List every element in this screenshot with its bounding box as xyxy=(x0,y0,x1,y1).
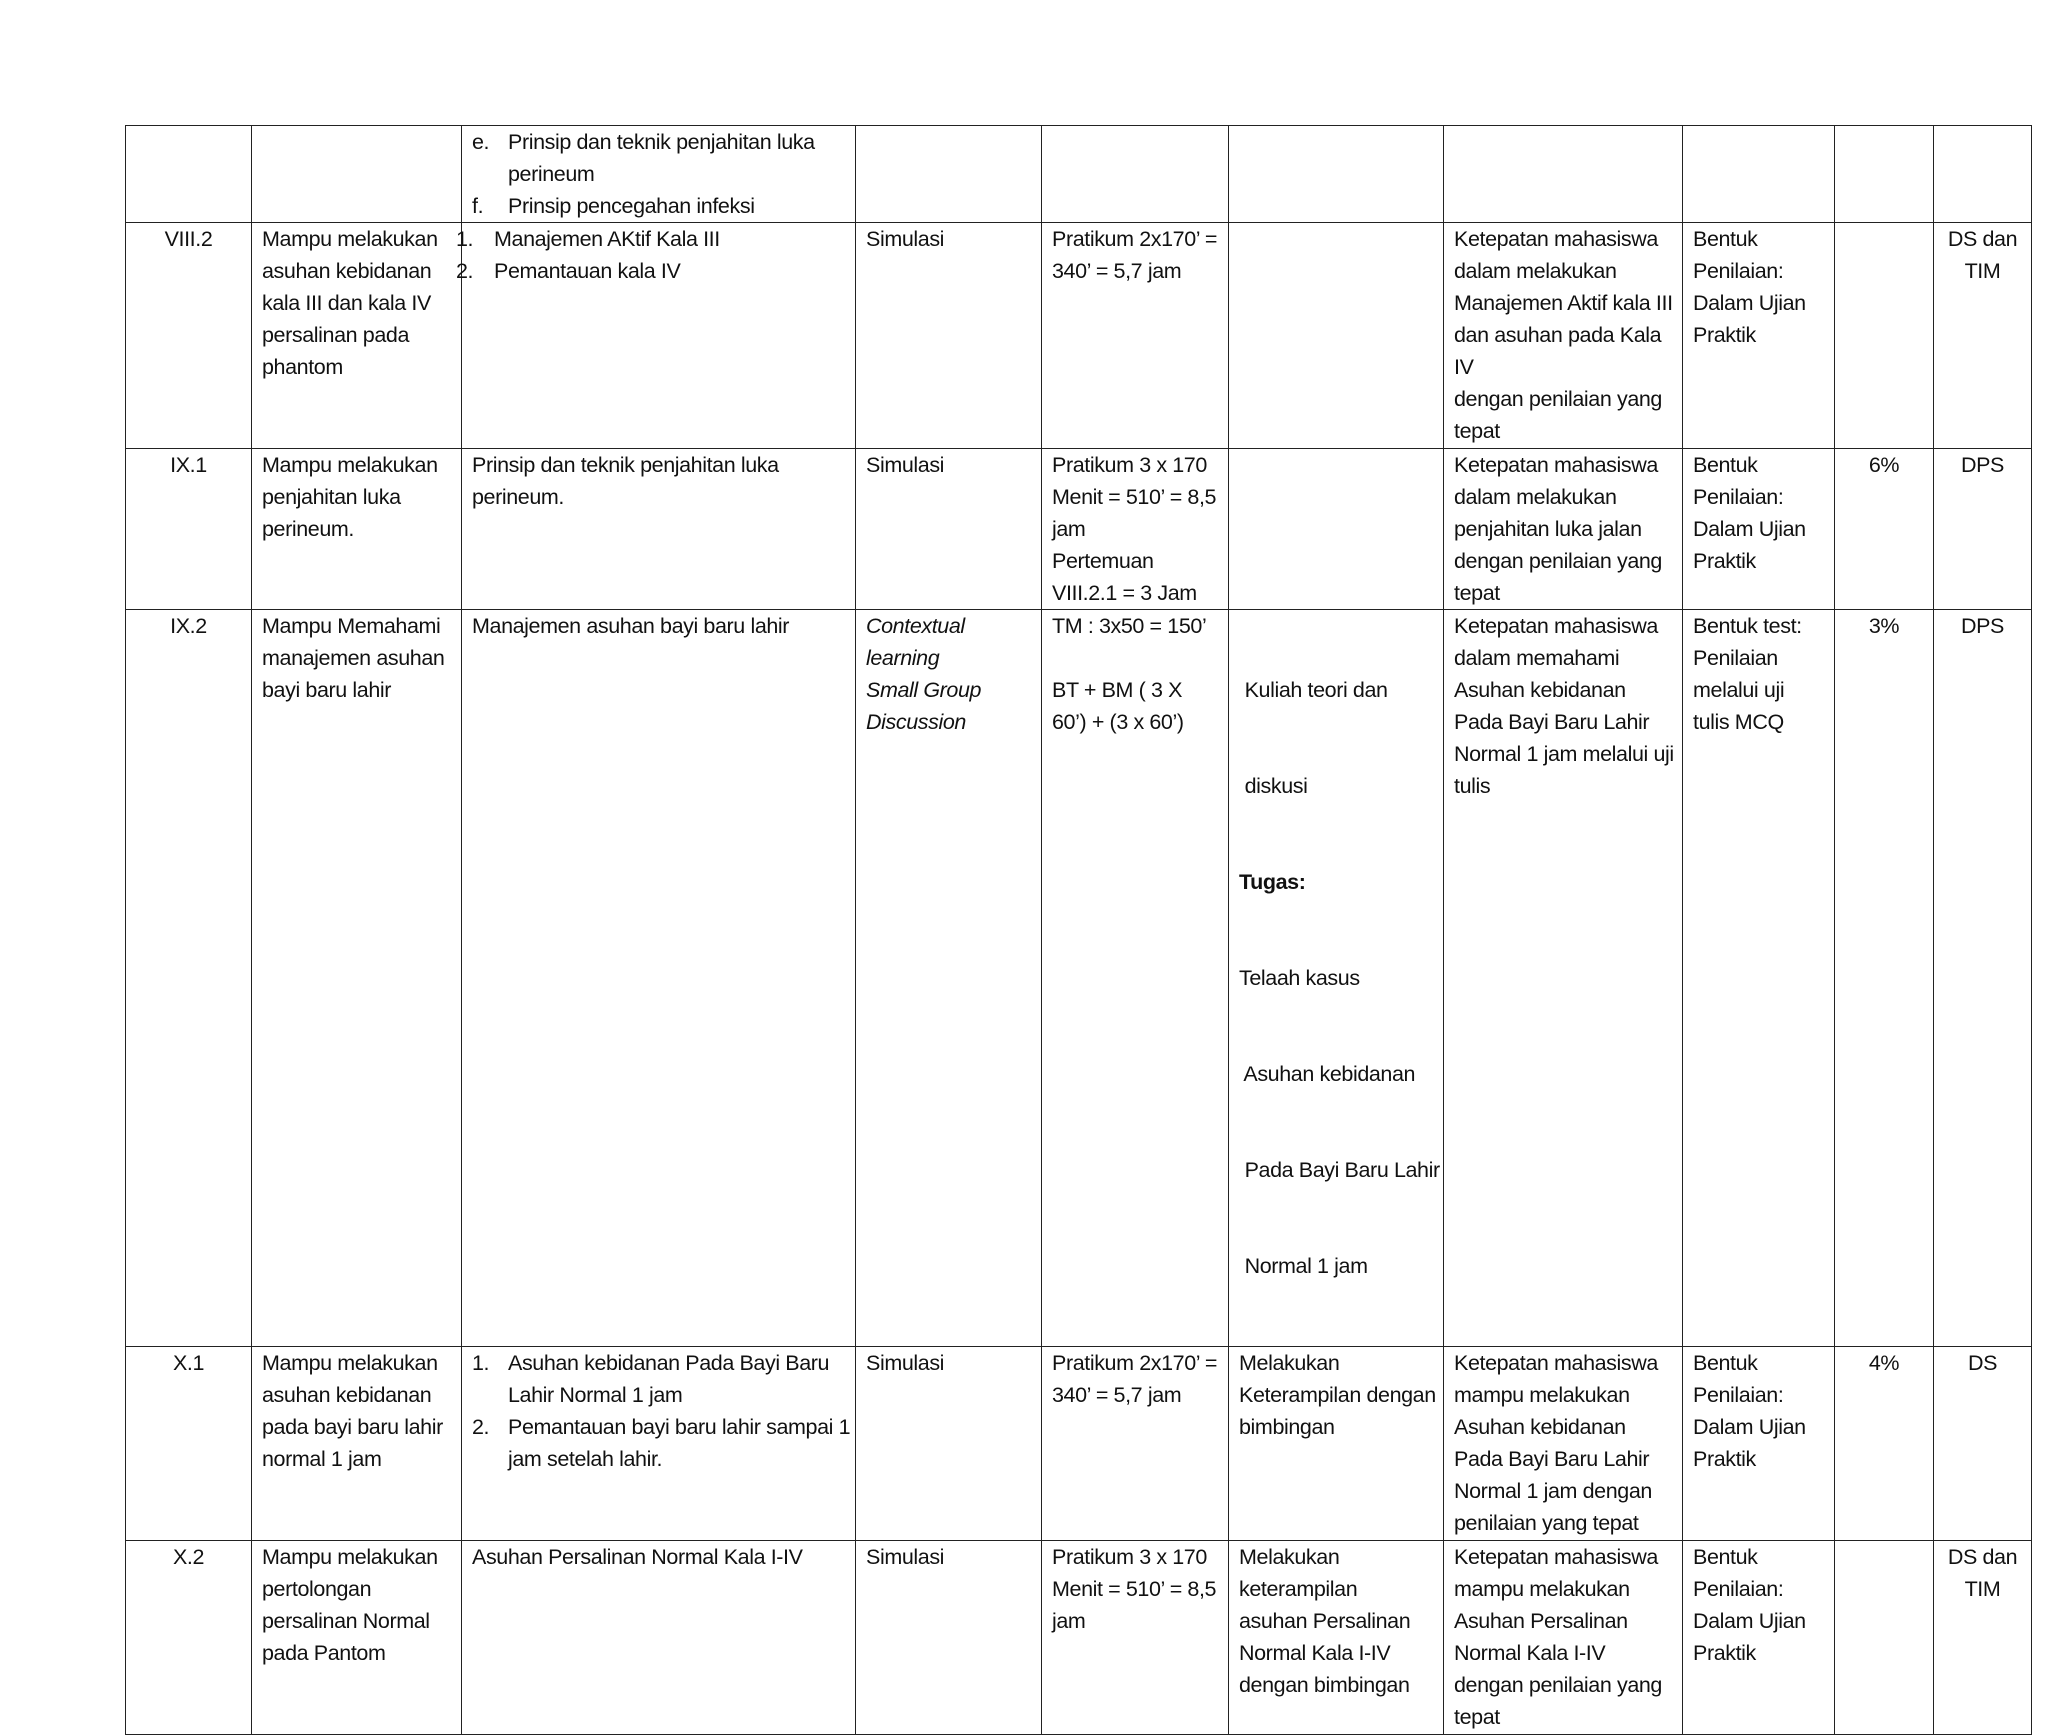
waktu-cell: Pratikum 2x170’ = 340’ = 5,7 jam xyxy=(1042,223,1229,449)
code-cell xyxy=(126,126,252,223)
kriteria-cell: Ketepatan mahasiswa mampu melakukan Asuhan kebidanan Pada Bayi Baru Lahir Normal 1 jam dengan penilaian yang tepat xyxy=(1444,1347,1683,1541)
materi-list xyxy=(472,126,845,222)
materi-cell xyxy=(462,1347,856,1541)
dosen-cell: DS dan TIM xyxy=(1934,1541,2032,1735)
waktu-cell: Pratikum 3 x 170 Menit = 510’ = 8,5 jam Pertemuan VIII.2.1 = 3 Jam xyxy=(1042,449,1229,610)
bobot-cell: 4% xyxy=(1835,1347,1934,1541)
list-item: 2. Pemantauan kala IV xyxy=(456,259,681,283)
waktu-cell: TM : 3x50 = 150’ BT + BM ( 3 X 60’) + (3 x 60’) xyxy=(1042,610,1229,1347)
materi-cell: Manajemen asuhan bayi baru lahir xyxy=(462,610,856,1347)
table-row xyxy=(126,1541,2032,1735)
pengalaman-cell xyxy=(1229,126,1444,223)
kemampuan-cell: Mampu Memahami manajemen asuhan bayi baru lahir xyxy=(252,610,462,1347)
metode-cell: Simulasi xyxy=(856,223,1042,449)
code-cell: X.2 xyxy=(126,1541,252,1735)
list-item: 1. Asuhan kebidanan Pada Bayi Baru Lahir Normal 1 jam xyxy=(472,1351,830,1407)
course-plan-table xyxy=(125,125,2032,1735)
dosen-cell xyxy=(1934,126,2032,223)
pengalaman-cell xyxy=(1229,223,1444,449)
kriteria-cell: Ketepatan mahasiswa dalam melakukan Manajemen Aktif kala III dan asuhan pada Kala IV dengan penilaian yang tepat xyxy=(1444,223,1683,449)
kemampuan-cell: Mampu melakukan asuhan kebidanan kala III dan kala IV persalinan pada phantom xyxy=(252,223,462,449)
kemampuan-cell: Mampu melakukan pertolongan persalinan Normal pada Pantom xyxy=(252,1541,462,1735)
bentuk-cell: Bentuk Penilaian: Dalam Ujian Praktik xyxy=(1683,1347,1835,1541)
bobot-cell xyxy=(1835,1541,1934,1735)
code-cell: VIII.2 xyxy=(126,223,252,449)
metode-cell: Simulasi xyxy=(856,449,1042,610)
kriteria-cell: Ketepatan mahasiswa dalam memahami Asuhan kebidanan Pada Bayi Baru Lahir Normal 1 jam melalui uji tulis xyxy=(1444,610,1683,1347)
dosen-cell: DS dan TIM xyxy=(1934,223,2032,449)
table-row xyxy=(126,449,2032,610)
metode-cell: Simulasi xyxy=(856,1347,1042,1541)
list-item: 1. Manajemen AKtif Kala III xyxy=(456,227,720,251)
table-row xyxy=(126,1347,2032,1541)
pengalaman-cell xyxy=(1229,449,1444,610)
waktu-cell: Pratikum 3 x 170 Menit = 510’ = 8,5 jam xyxy=(1042,1541,1229,1735)
bentuk-cell xyxy=(1683,126,1835,223)
materi-list xyxy=(472,1347,851,1475)
kriteria-cell xyxy=(1444,126,1683,223)
table-row xyxy=(126,223,2032,449)
materi-cell xyxy=(462,126,856,223)
bentuk-cell: Bentuk Penilaian: Dalam Ujian Praktik xyxy=(1683,449,1835,610)
list-item: e. Prinsip dan teknik penjahitan luka perineum xyxy=(472,130,815,186)
list-item: 2. Pemantauan bayi baru lahir sampai 1 jam setelah lahir. xyxy=(472,1415,851,1471)
waktu-cell: Pratikum 2x170’ = 340’ = 5,7 jam xyxy=(1042,1347,1229,1541)
dosen-cell: DPS xyxy=(1934,610,2032,1347)
pengalaman-cell: Melakukan keterampilan asuhan Persalinan Normal Kala I-IV dengan bimbingan xyxy=(1229,1541,1444,1735)
materi-cell: Prinsip dan teknik penjahitan luka perineum. xyxy=(462,449,856,610)
bobot-cell xyxy=(1835,126,1934,223)
code-cell: IX.2 xyxy=(126,610,252,1347)
bobot-cell xyxy=(1835,223,1934,449)
materi-cell: Asuhan Persalinan Normal Kala I-IV xyxy=(462,1541,856,1735)
pengalaman-cell: Kuliah teori dan diskusi Tugas: Telaah kasus Asuhan kebidanan Pada Bayi Baru Lahir Normal 1 jam xyxy=(1229,610,1444,1347)
list-item: f. Prinsip pencegahan infeksi xyxy=(472,194,755,218)
bentuk-cell: Bentuk test: Penilaian melalui uji tulis MCQ xyxy=(1683,610,1835,1347)
kriteria-cell: Ketepatan mahasiswa dalam melakukan penjahitan luka jalan dengan penilaian yang tepat xyxy=(1444,449,1683,610)
metode-cell: Contextual learning Small Group Discussion xyxy=(856,610,1042,1347)
table-row xyxy=(126,126,2032,223)
dosen-cell: DS xyxy=(1934,1347,2032,1541)
waktu-cell xyxy=(1042,126,1229,223)
kriteria-cell: Ketepatan mahasiswa mampu melakukan Asuhan Persalinan Normal Kala I-IV dengan penilaian yang tepat xyxy=(1444,1541,1683,1735)
bobot-cell: 3% xyxy=(1835,610,1934,1347)
kemampuan-cell: Mampu melakukan penjahitan luka perineum. xyxy=(252,449,462,610)
pengalaman-cell: Melakukan Keterampilan dengan bimbingan xyxy=(1229,1347,1444,1541)
kemampuan-cell xyxy=(252,126,462,223)
code-cell: X.1 xyxy=(126,1347,252,1541)
code-cell: IX.1 xyxy=(126,449,252,610)
bentuk-cell: Bentuk Penilaian: Dalam Ujian Praktik xyxy=(1683,1541,1835,1735)
materi-cell xyxy=(456,223,856,449)
bentuk-cell: Bentuk Penilaian: Dalam Ujian Praktik xyxy=(1683,223,1835,449)
materi-list xyxy=(456,223,845,287)
bobot-cell: 6% xyxy=(1835,449,1934,610)
metode-cell xyxy=(856,126,1042,223)
metode-cell: Simulasi xyxy=(856,1541,1042,1735)
table-row xyxy=(126,610,2032,1347)
dosen-cell: DPS xyxy=(1934,449,2032,610)
kemampuan-cell: Mampu melakukan asuhan kebidanan pada bayi baru lahir normal 1 jam xyxy=(252,1347,462,1541)
